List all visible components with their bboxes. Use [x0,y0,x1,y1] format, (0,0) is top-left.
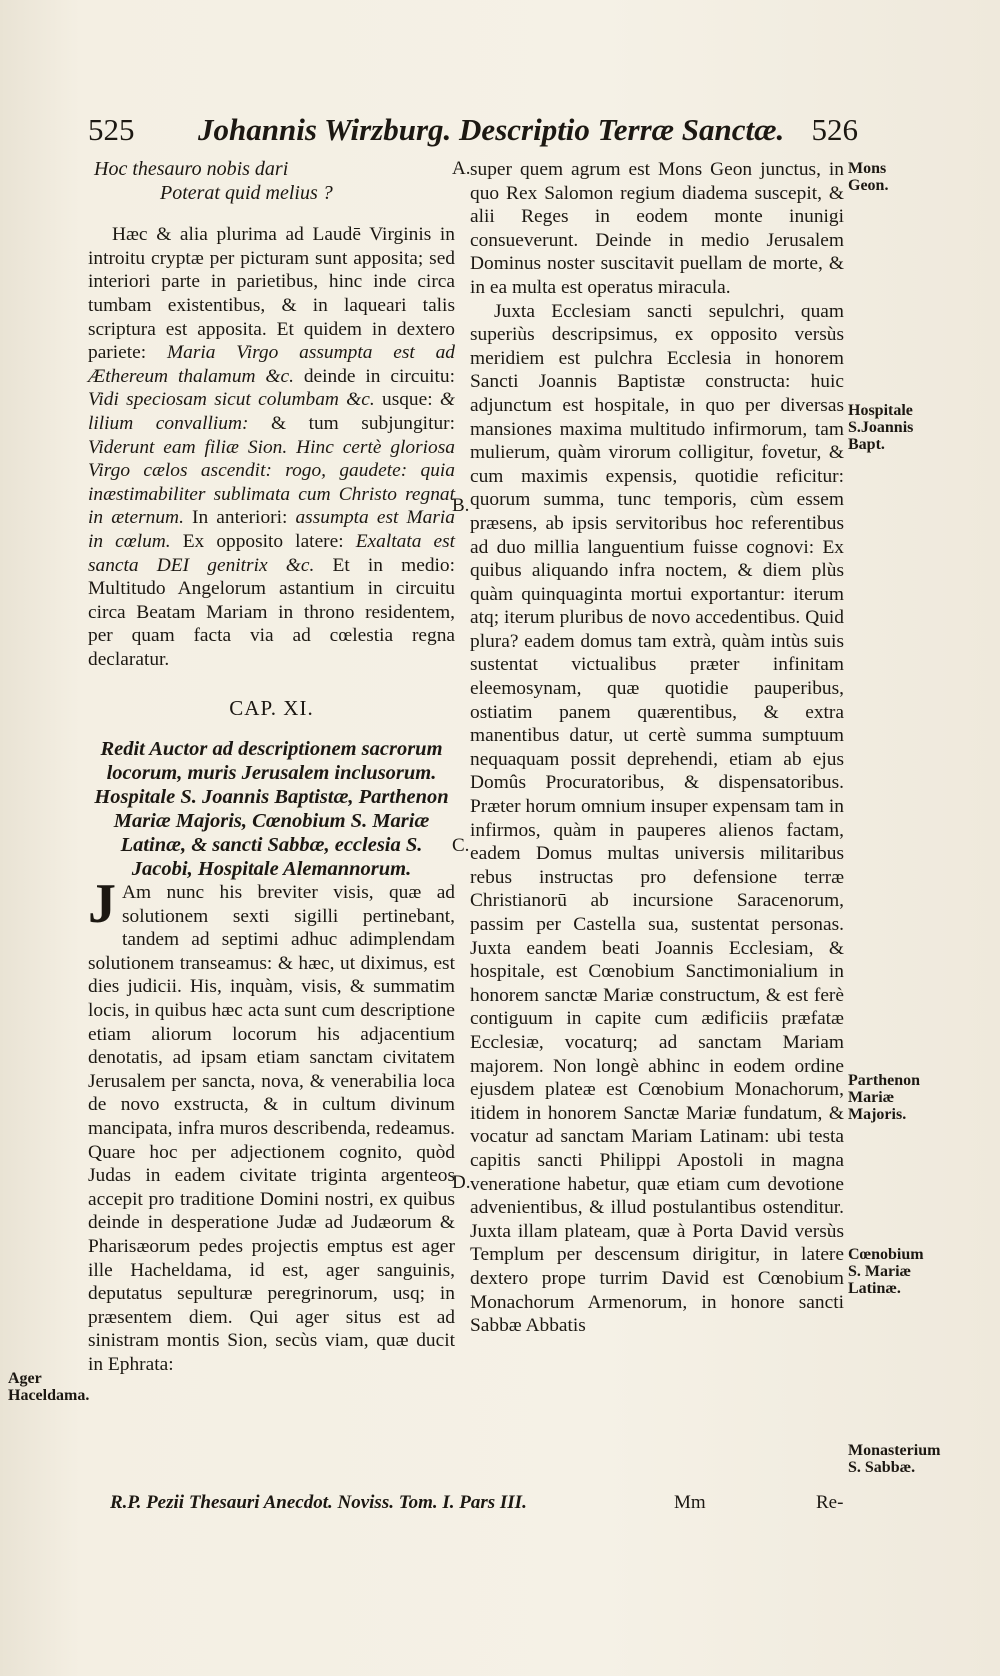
margin-note-monasterium: Monasterium S. Sabbæ. [848,1442,941,1476]
chapter-summary: Redit Auctor ad descriptionem sacrorum locorum, muris Jerusalem inclusorum. Hospitale S. Joannis Baptistæ, Parthenon Mariæ Majoris, Cœnobium S. Mariæ Latinæ, & sancti Sabbæ, ecclesia S. Jacobi, Hospitale Alemannorum. [94,738,449,881]
margin-note-ager: Ager Haceldama. [8,1370,90,1404]
footer-source-note: R.P. Pezii Thesauri Anecdot. Noviss. Tom. I. Pars III. [110,1492,527,1513]
margin-note-hospitale: Hospitale S.Joannis Bapt. [848,402,914,453]
verse-line-2: Poterat quid melius ? [160,181,333,204]
signature-mark: Mm [674,1492,706,1513]
paragraph-chapter-opening: J Am nunc his breviter visis, quæ ad solutionem sexti sigilli pertinebant, tandem ad septimi adhuc adimplendam solutionem transeamus: & hæc, ut diximus, est dies judicii. His, inquàm, visis, & summatim locis, in quibus hæc acta sunt cum descriptione etiam aliorum locorum his adjacentium denotatis, ad ipsam etiam sanctam civitatem Jerusalem per sancta, nova, & venerabilia loca de novo exstructa, & in cultum divinum mancipata, infra muros describenda, redeamus. Quare hoc per adjectionem cognito, quòd Judas in eadem civitate triginta argenteos accepit pro traditione Domini nostri, ex quibus deinde in desperatione Judæ ad Judæorum & Pharisæorum pedes projectis emptus est ager ille Hacheldama, id est, ager sanguinis, deputatus sepulturæ peregrinorum, usq; in præsentem diem. Qui ager situs est ad sinistram montis Sion, secùs viam, quæ ducit in Ephrata: [88,873,455,1375]
section-letter-c: C. [452,835,470,856]
drop-cap: J [88,873,116,936]
section-letter-d: D. [452,1172,471,1193]
left-column [88,158,455,1377]
catchword: Re- [816,1492,844,1513]
running-head: Johannis Wirzburg. Descriptio Terræ Sanctæ. [198,112,785,147]
page-number-right: 526 [811,112,858,147]
chapter-title: CAP. XI. [229,696,314,721]
page-number-left: 525 [88,112,135,147]
margin-note-parthenon: Parthenon Mariæ Majoris. [848,1072,920,1123]
paragraph-inscriptions: Hæc & alia plurima ad Laudē Virginis in introitu cryptæ per picturam sunt apposita; sed interiori parte in parietibus, hinc inde circa tumbam existentibus, & in laqueari talis scriptura est apposita. Et quidem in dextero pariete: Maria Virgo assumpta est ad Æthereum thalamum &c. deinde in circuitu: Vidi speciosam sicut columbam &c. usque: & lilium convallium: & tum subjungitur: Viderunt eam filiæ Sion. Hinc certè gloriosa Virgo cælos ascendit: rogo, gaudete: quia inæstimabiliter sublimata cum Christo regnat in æternum. In anteriori: assumpta est Maria in cœlum. Ex opposito latere: Exaltata est sancta DEI genitrix &c. Et in medio: Multitudo Angelorum astantium in circuitu circa Beatam Mariam in throno residentem, per quam facta via ad cœlestia regna declaratur. [88,224,456,670]
margin-note-coenobium: Cœnobium S. Mariæ Latinæ. [848,1246,924,1297]
section-letter-b: B. [452,495,470,516]
paragraph-hospitale: Juxta Ecclesiam sancti sepulchri, quam superiùs descripsimus, ex opposito versùs meridiem est pulchra Ecclesia in honorem Sancti Joannis Baptistæ constructa: huic adjunctum est hospitale, in quo per diversas mansiones maxima multitudo infirmorum, tam mulierum, quàm virorum colligitur, fovetur, & cum maximis expensis, quotidie reficitur: quorum summa, tunc temporis, cùm essem præsens, ab ipsis servitoribus hoc referentibus ad duo millia languentium fuisse cognovi: Ex quibus aliquando infra noctem, & diem plùs quàm quinquaginta mortui exportantur: iterum atq; iterum pluribus de novo accedentibus. Quid plura? eadem domus tam extrà, quàm intùs suis sustentat victualibus præter infinitam eleemosynam, quæ quotidie pauperibus, ostiatim panem quærentibus, & extra manentibus datur, ut certè summa sumptuum nequaquam possit deprehendi, etiam ab ejus Domûs Procuratoribus, & dispensatoribus. Præter horum omnium insuper expensam tam in infirmos, quàm in pauperes alienos factam, eadem Domus multas universis militaribus rebus instructas pro defensione terræ Christianorū ab incursione Saracenorum, passim per Castella sua, sustentat personas. Juxta eandem beati Joannis Ecclesiam, & hospitale, est Cœnobium Sanctimonialium in honorem sanctæ Mariæ constructum, & est ferè contiguum in capite cum ædificiis præfatæ Ecclesiæ, vocaturq; ad sanctam Mariam majorem. Non longè abhinc in eodem ordine ejusdem plateæ est Cœnobium Monachorum, itidem in honorem Sanctæ Mariæ fundatum, & vocatur ad sanctam Mariam Latinam: ubi testa capitis sancti Philippi Apostoli in magna veneratione habetur, quæ etiam cum devotione advenientibus, & illud postulantibus ostenditur. Juxta illam plateam, quæ à Porta David versùs Templum per descensum dirigitur, in latere dextero prope turrim David est Cœnobium Monachorum Armenorum, in honore sancti Sabbæ Abbatis [470,300,844,1337]
right-column [470,158,844,1338]
section-letter-a: A. [452,158,471,179]
page-header [88,112,858,152]
verse-line-1: Hoc thesauro nobis dari [94,158,289,180]
paragraph-mons-geon: super quem agrum est Mons Geon junctus, in quo Rex Salomon regium diadema suscepit, & alii Reges in eodem monte inunigi consueverunt. Deinde in medio Jerusalem Dominus noster suscitavit puellam de morte, & in ea multa est operatus miracula. [470,159,844,298]
margin-note-mons-geon: Mons Geon. [848,160,889,194]
